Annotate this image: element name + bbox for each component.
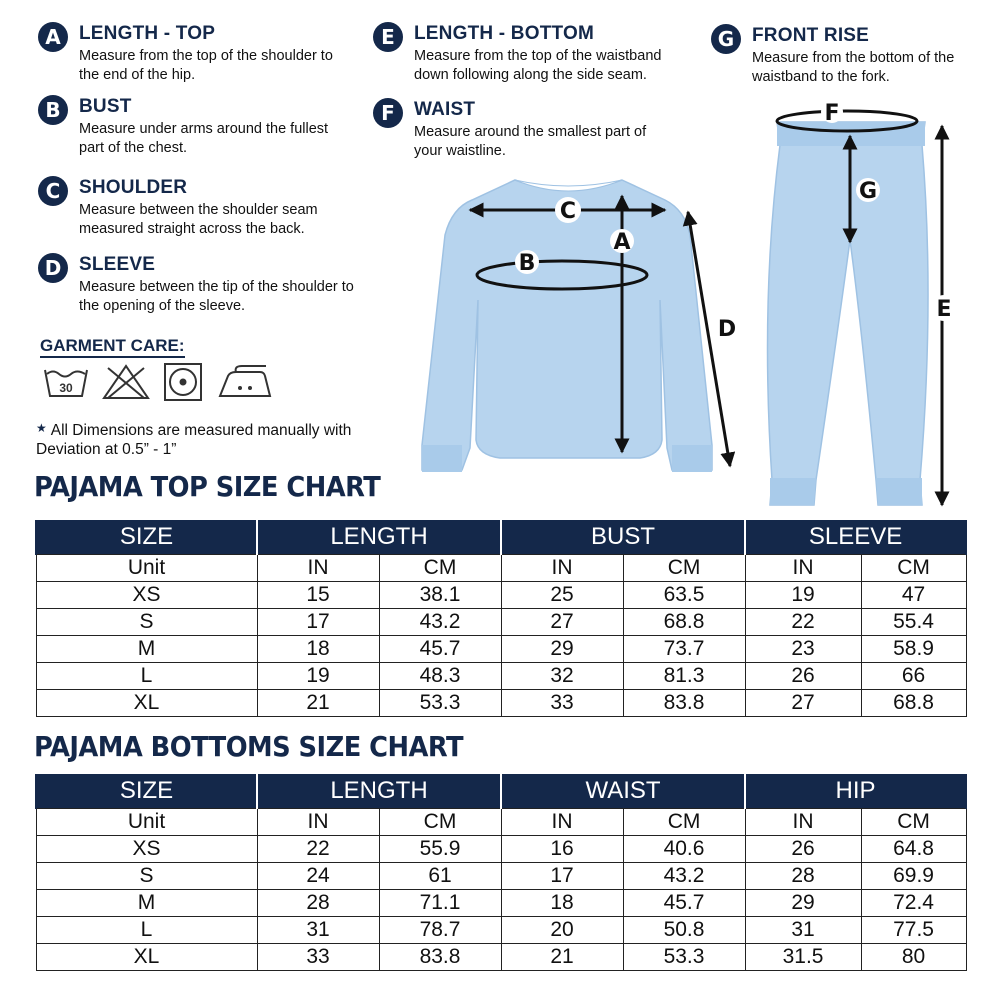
measure-c-label: C <box>559 199 577 224</box>
table-cell: Unit <box>36 809 257 836</box>
table-cell: IN <box>745 555 861 582</box>
table-cell: 28 <box>745 863 861 890</box>
legend-title-g: FRONT RISE <box>752 25 870 46</box>
table-row <box>36 690 966 717</box>
measure-e-label: E <box>936 297 952 322</box>
table-cell: IN <box>745 809 861 836</box>
table-cell: 15 <box>257 582 379 609</box>
table-cell: 22 <box>257 836 379 863</box>
table-cell: 18 <box>257 636 379 663</box>
legend-desc-b: Measure under arms around the fullest part of the chest. <box>79 121 329 156</box>
table-cell: 71.1 <box>379 890 501 917</box>
table-cell: 64.8 <box>861 836 966 863</box>
unit-row <box>36 809 966 836</box>
table-cell: 81.3 <box>623 663 745 690</box>
legend-desc-d: Measure between the tip of the shoulder to the opening of the sleeve. <box>79 279 354 314</box>
table-cell: 17 <box>257 609 379 636</box>
legend-desc-a: Measure from the top of the shoulder to the end of the hip. <box>79 48 333 83</box>
table-cell: 58.9 <box>861 636 966 663</box>
table-cell: 27 <box>745 690 861 717</box>
table-cell: 31 <box>257 917 379 944</box>
table-row <box>36 944 966 971</box>
bottom-size-table <box>35 774 967 971</box>
legend-title-e: LENGTH - BOTTOM <box>414 23 594 44</box>
table-row <box>36 663 966 690</box>
measure-b-label: B <box>518 251 536 276</box>
table-cell: XL <box>36 690 257 717</box>
table-cell: 26 <box>745 836 861 863</box>
badge-d: D <box>38 253 68 283</box>
table-cell: CM <box>861 555 966 582</box>
legend-title-f: WAIST <box>414 99 476 120</box>
no-bleach-icon <box>100 362 152 402</box>
top-chart-title: PAJAMA TOP SIZE CHART <box>34 470 381 503</box>
legend-title-b: BUST <box>79 96 132 117</box>
table-cell: CM <box>623 809 745 836</box>
measure-g-label: G <box>858 179 878 204</box>
legend-title-d: SLEEVE <box>79 254 156 275</box>
pajama-bottom-shape <box>768 122 929 505</box>
legend-title-c: SHOULDER <box>79 177 188 198</box>
table-cell: 17 <box>501 863 623 890</box>
table-cell: 63.5 <box>623 582 745 609</box>
table-cell: XS <box>36 836 257 863</box>
table-cell: CM <box>861 809 966 836</box>
legend-desc-c: Measure between the shoulder seam measured straight across the back. <box>79 202 318 237</box>
table-cell: L <box>36 917 257 944</box>
legend-desc-e: Measure from the top of the waistband down following along the side seam. <box>414 48 662 83</box>
table-cell: 19 <box>257 663 379 690</box>
table-cell: CM <box>379 809 501 836</box>
table-cell: 45.7 <box>379 636 501 663</box>
table-cell: 25 <box>501 582 623 609</box>
table-cell: 16 <box>501 836 623 863</box>
header-waist: WAIST <box>501 774 745 809</box>
table-cell: 45.7 <box>623 890 745 917</box>
table-cell: 38.1 <box>379 582 501 609</box>
table-cell: 69.9 <box>861 863 966 890</box>
table-cell: 33 <box>501 690 623 717</box>
table-cell: 32 <box>501 663 623 690</box>
table-cell: 18 <box>501 890 623 917</box>
table-cell: 50.8 <box>623 917 745 944</box>
table-cell: 61 <box>379 863 501 890</box>
measure-a-label: A <box>613 230 631 255</box>
table-row <box>36 582 966 609</box>
table-cell: 23 <box>745 636 861 663</box>
table-cell: IN <box>501 809 623 836</box>
table-cell: 29 <box>501 636 623 663</box>
badge-e: E <box>373 22 403 52</box>
wash-temp: 30 <box>59 381 73 395</box>
table-cell: IN <box>257 555 379 582</box>
legend-desc-g: Measure from the bottom of the waistband to the fork. <box>752 50 955 85</box>
header-sleeve: SLEEVE <box>745 520 966 555</box>
table-cell: 80 <box>861 944 966 971</box>
bottom-chart-title: PAJAMA BOTTOMS SIZE CHART <box>34 730 464 763</box>
table-cell: 53.3 <box>623 944 745 971</box>
badge-f: F <box>373 98 403 128</box>
table-cell: 26 <box>745 663 861 690</box>
table-cell: IN <box>257 809 379 836</box>
table-cell: XS <box>36 582 257 609</box>
table-cell: 66 <box>861 663 966 690</box>
table-cell: 83.8 <box>379 944 501 971</box>
measurement-note <box>36 419 366 459</box>
table-cell: 43.2 <box>623 863 745 890</box>
header-length: LENGTH <box>257 774 501 809</box>
table-cell: 72.4 <box>861 890 966 917</box>
table-cell: 28 <box>257 890 379 917</box>
table-cell: 27 <box>501 609 623 636</box>
badge-g: G <box>711 24 741 54</box>
table-cell: 78.7 <box>379 917 501 944</box>
table-row <box>36 609 966 636</box>
table-cell: Unit <box>36 555 257 582</box>
badge-a: A <box>38 22 68 52</box>
header-size: SIZE <box>36 520 257 555</box>
table-cell: 68.8 <box>861 690 966 717</box>
star-icon: ★ <box>36 421 47 435</box>
table-header-row <box>36 774 966 809</box>
table-cell: 55.4 <box>861 609 966 636</box>
table-cell: 55.9 <box>379 836 501 863</box>
table-cell: L <box>36 663 257 690</box>
table-cell: 31 <box>745 917 861 944</box>
table-cell: 48.3 <box>379 663 501 690</box>
table-cell: M <box>36 636 257 663</box>
table-row <box>36 836 966 863</box>
legend-title-a: LENGTH - TOP <box>79 23 216 44</box>
header-hip: HIP <box>745 774 966 809</box>
table-cell: 43.2 <box>379 609 501 636</box>
top-size-table <box>35 520 967 717</box>
table-cell: 53.3 <box>379 690 501 717</box>
table-cell: 68.8 <box>623 609 745 636</box>
table-cell: S <box>36 863 257 890</box>
iron-icon <box>216 362 276 402</box>
table-cell: 31.5 <box>745 944 861 971</box>
header-length: LENGTH <box>257 520 501 555</box>
table-cell: 40.6 <box>623 836 745 863</box>
garment-illustration <box>400 95 1000 515</box>
table-cell: 21 <box>501 944 623 971</box>
table-cell: CM <box>623 555 745 582</box>
table-row <box>36 863 966 890</box>
table-cell: 22 <box>745 609 861 636</box>
garment-care-title: GARMENT CARE: <box>40 336 185 358</box>
table-cell: 29 <box>745 890 861 917</box>
header-bust: BUST <box>501 520 745 555</box>
table-cell: 83.8 <box>623 690 745 717</box>
legend-desc-f: Measure around the smallest part of your waistline. <box>414 124 647 159</box>
badge-c: C <box>38 176 68 206</box>
unit-row <box>36 555 966 582</box>
table-cell: 47 <box>861 582 966 609</box>
table-header-row <box>36 520 966 555</box>
table-cell: 33 <box>257 944 379 971</box>
table-cell: 20 <box>501 917 623 944</box>
table-cell: 24 <box>257 863 379 890</box>
measure-d-label: D <box>717 317 737 342</box>
table-cell: 21 <box>257 690 379 717</box>
table-cell: CM <box>379 555 501 582</box>
header-size: SIZE <box>36 774 257 809</box>
table-cell: IN <box>501 555 623 582</box>
note-text: All Dimensions are measured manually with Deviation at 0.5” - 1” <box>36 422 352 458</box>
table-row <box>36 636 966 663</box>
table-cell: 77.5 <box>861 917 966 944</box>
measure-f-label: F <box>824 101 840 126</box>
table-row <box>36 917 966 944</box>
table-cell: XL <box>36 944 257 971</box>
table-cell: 19 <box>745 582 861 609</box>
wash-30-icon <box>42 362 90 402</box>
table-row <box>36 890 966 917</box>
tumble-dry-icon <box>162 362 206 402</box>
table-cell: S <box>36 609 257 636</box>
table-cell: 73.7 <box>623 636 745 663</box>
table-cell: M <box>36 890 257 917</box>
badge-b: B <box>38 95 68 125</box>
